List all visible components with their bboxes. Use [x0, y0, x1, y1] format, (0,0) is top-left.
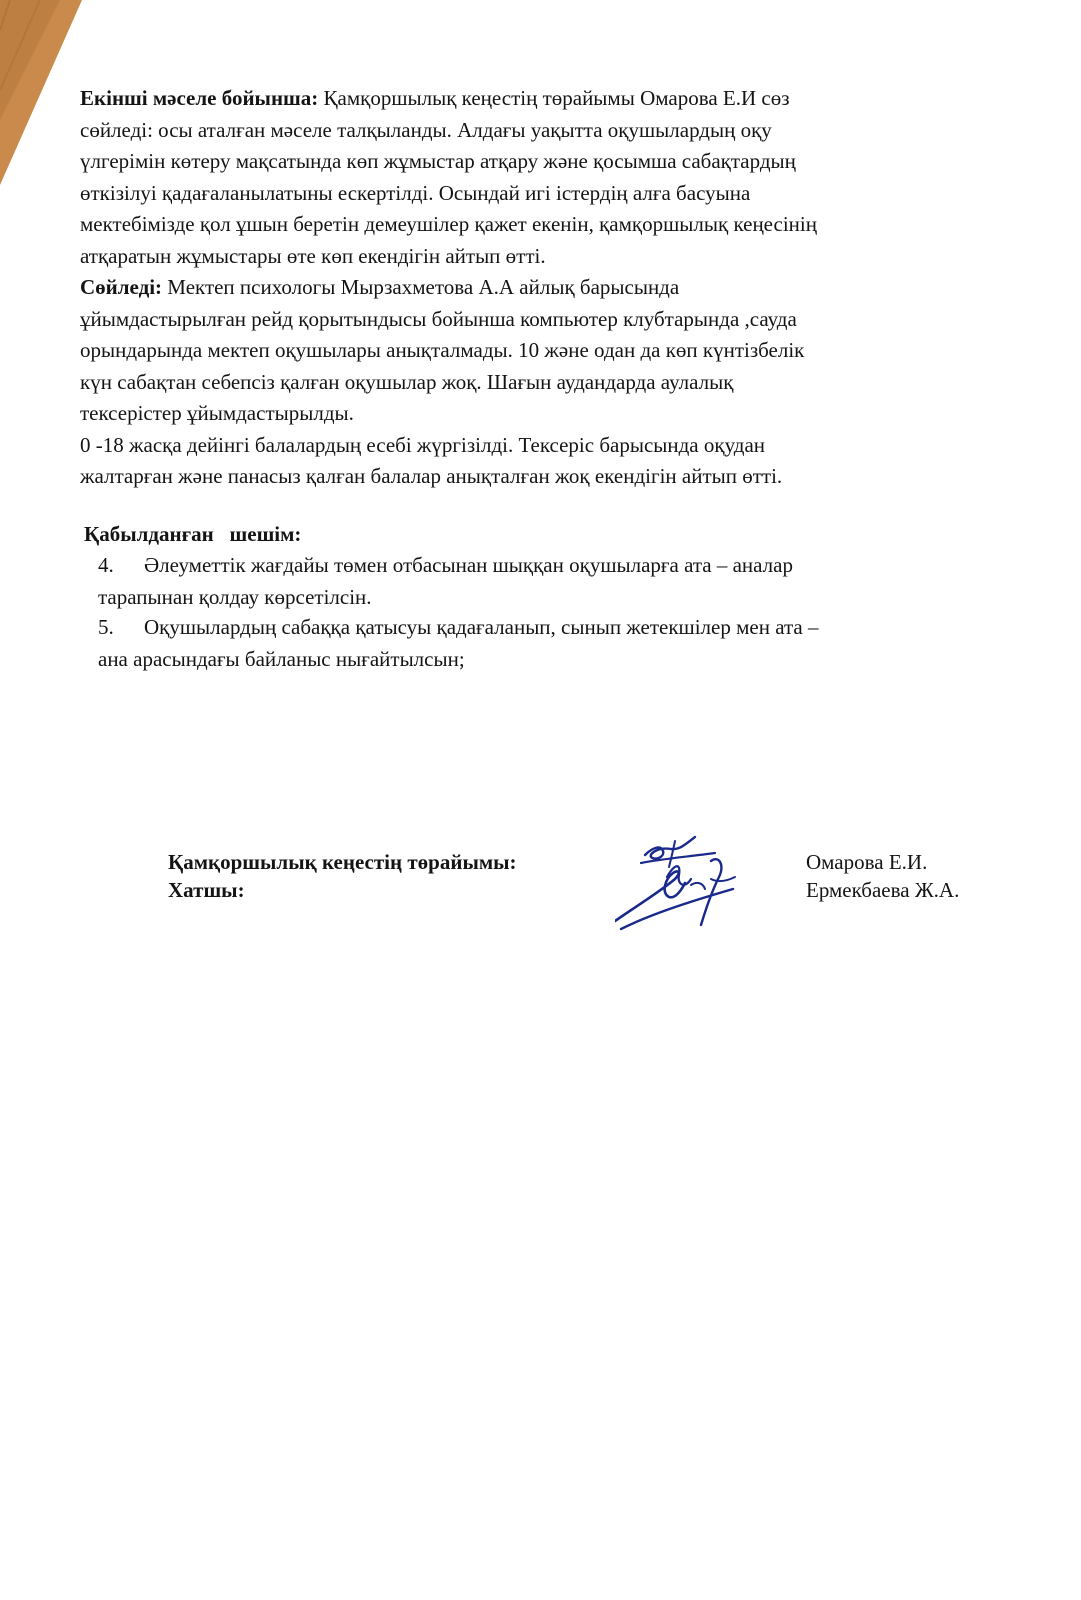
second-issue-line-1: Қамқоршылық кеңестің төрайымы Омарова Е.И сөз — [318, 86, 790, 110]
second-issue-line-3: үлгерімін көтеру мақсатында көп жұмыстар атқару және қосымша сабақтардың — [80, 149, 796, 173]
decision-item-continuation: ана арасындағы байланыс нығайтылсын; — [98, 646, 465, 671]
chair-title: Қамқоршылық кеңестің төрайымы: — [168, 850, 517, 874]
spoke-line-2: ұйымдастырылған рейд қорытындысы бойынша компьютер клубтарында ,сауда — [80, 306, 797, 331]
decision-item-text: Әлеуметтік жағдайы төмен отбасынан шыққан оқушыларға ата – аналар — [144, 553, 793, 577]
secretary-name: Ермекбаева Ж.А. — [806, 878, 960, 902]
spoke-paragraph — [80, 272, 1020, 493]
second-issue-line-2: сөйледі: осы аталған мәселе талқыланды. Алдағы уақытта оқушылардың оқу — [80, 117, 772, 142]
decision-item-5 — [84, 612, 819, 675]
spoke-line-1: Мектеп психологы Мырзахметова А.А айлық барысында — [162, 275, 680, 299]
decision-item-4 — [84, 550, 793, 613]
secretary-title: Хатшы: — [168, 878, 245, 902]
decision-item-number: 5. — [98, 615, 114, 639]
spoke-label: Сөйледі: — [80, 275, 163, 299]
decision-heading: Қабылданған шешім: — [84, 522, 302, 546]
handwritten-signature-icon — [615, 833, 755, 943]
decision-item-continuation: тарапынан қолдау көрсетілсін. — [98, 584, 372, 609]
second-issue-paragraph — [80, 83, 1020, 272]
spoke-line-3: орындарында мектеп оқушылары анықталмады. 10 және одан да көп күнтізбелік — [80, 338, 805, 362]
chair-name: Омарова Е.И. — [806, 850, 928, 874]
second-issue-line-5: мектебімізде қол ұшын беретін демеушілер қажет екенін, қамқоршылық кеңесінің — [80, 212, 817, 236]
decision-item-number: 4. — [98, 553, 114, 577]
spoke-line-5: тексерістер ұйымдастырылды. — [80, 401, 354, 425]
second-issue-line-4: өткізілуі қадағаланылатыны ескертілді. Осындай игі істердің алға басуына — [80, 180, 751, 205]
second-issue-heading: Екінші мәселе бойынша: — [80, 86, 319, 110]
spoke-line-4: күн сабақтан себепсіз қалған оқушылар жоқ. Шағын аудандарда аулалық — [80, 369, 734, 394]
spoke-line-7: жалтарған және панасыз қалған балалар анықталған жоқ екендігін айтып өтті. — [80, 464, 783, 488]
spoke-line-6: 0 -18 жасқа дейінгі балалардың есебі жүргізілді. Тексеріс барысында оқудан — [80, 432, 766, 457]
second-issue-line-6: атқаратын жұмыстары өте көп екендігін айтып өтті. — [80, 243, 546, 268]
decision-item-text: Оқушылардың сабаққа қатысуы қадағаланып, сынып жетекшілер мен ата – — [144, 615, 819, 639]
